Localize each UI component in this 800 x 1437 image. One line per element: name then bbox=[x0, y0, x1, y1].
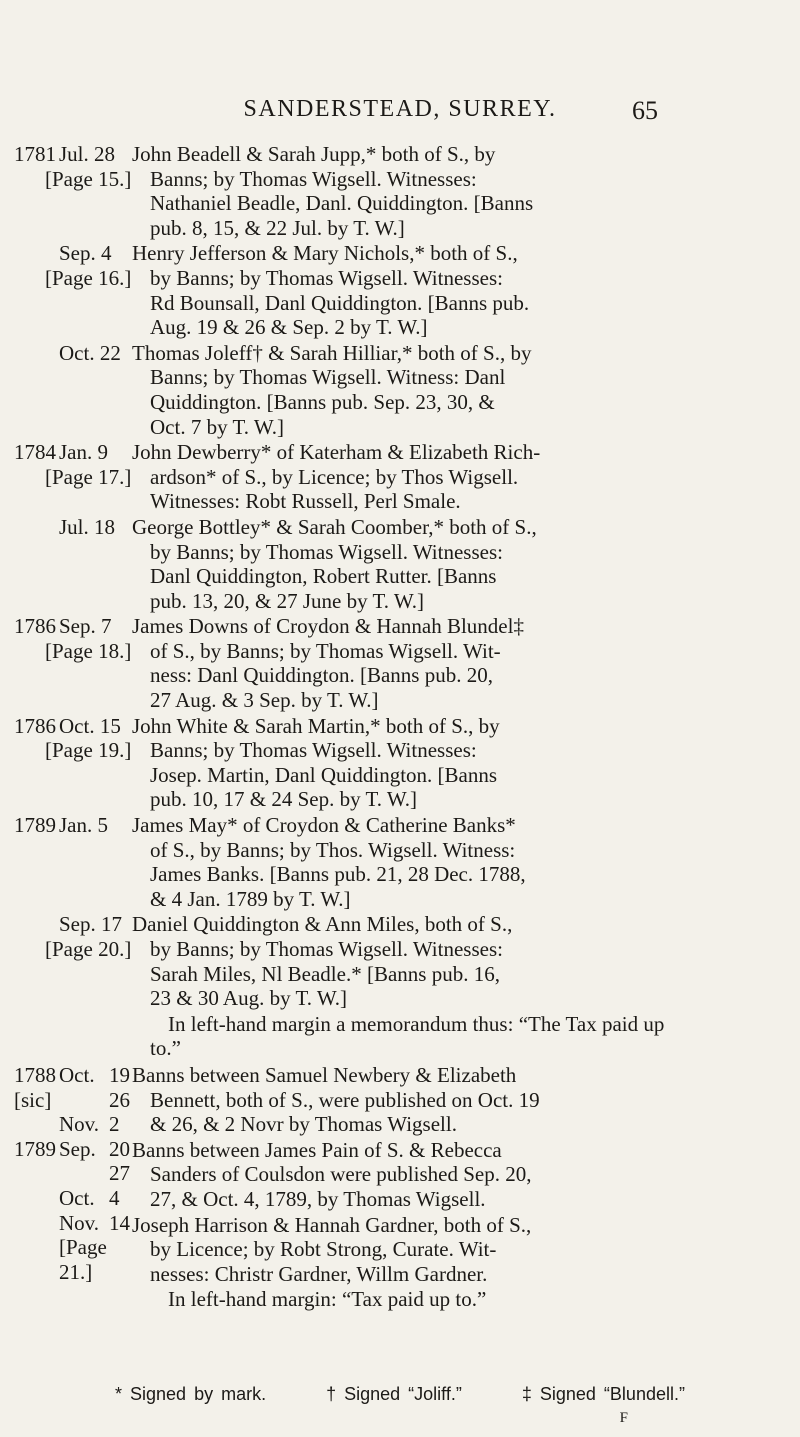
entry-line: of S., by Banns; by Thos. Wigsell. Witness: bbox=[150, 837, 516, 862]
entry-year: 1786 bbox=[14, 713, 56, 738]
entry-line: John Dewberry* of Katerham & Elizabeth Rich- bbox=[132, 440, 541, 465]
entry-date: Sep. 17 bbox=[59, 912, 122, 937]
entry-page-ref: [Page 15.] bbox=[45, 166, 132, 191]
entry-text bbox=[132, 241, 672, 339]
entry-page-ref: [Page 18.] bbox=[45, 638, 132, 663]
entry-text bbox=[132, 714, 672, 812]
entry-line: Quiddington. [Banns pub. Sep. 23, 30, & bbox=[150, 389, 495, 414]
entry-line: ness: Danl Quiddington. [Banns pub. 20, bbox=[150, 663, 493, 688]
batch-day: 19 bbox=[109, 1062, 130, 1087]
register-entry bbox=[14, 614, 672, 713]
register-entry bbox=[14, 440, 672, 514]
entry-line: Daniel Quiddington & Ann Miles, both of S., bbox=[132, 912, 513, 937]
entry-date: Sep. 4 bbox=[59, 241, 112, 266]
entry-line: Banns; by Thomas Wigsell. Witnesses: bbox=[150, 166, 477, 191]
entry-line: Rd Bounsall, Danl Quiddington. [Banns pub. bbox=[150, 290, 530, 315]
entry-line: by Licence; by Robt Strong, Curate. Wit- bbox=[150, 1237, 497, 1262]
entry-line: & 26, & 2 Novr by Thomas Wigsell. bbox=[150, 1112, 457, 1137]
entry-year: 1786 bbox=[14, 614, 56, 639]
batch-date-row bbox=[14, 1137, 134, 1162]
entry-line: John White & Sarah Martin,* both of S., by bbox=[132, 713, 500, 738]
entry-line: Sanders of Coulsdon were published Sep. 20, bbox=[150, 1162, 532, 1187]
entry-line: Banns between Samuel Newbery & Elizabeth bbox=[132, 1062, 517, 1087]
entry-page-ref: [Page 19.] bbox=[45, 738, 132, 763]
entry-line: Thomas Joleff† & Sarah Hilliar,* both of S., by bbox=[132, 340, 532, 365]
footnotes bbox=[0, 1384, 800, 1405]
entry-line: George Bottley* & Sarah Coomber,* both of S., bbox=[132, 514, 537, 539]
entry-text bbox=[132, 142, 672, 240]
entry-line: Banns; by Thomas Wigsell. Witness: Danl bbox=[150, 365, 506, 390]
banns-batch bbox=[14, 1062, 672, 1286]
entry-line: Nathaniel Beadle, Danl. Quiddington. [Banns bbox=[150, 191, 534, 216]
entry-line: James Banks. [Banns pub. 21, 28 Dec. 1788, bbox=[150, 862, 526, 887]
running-head: SANDERSTEAD, SURREY. bbox=[243, 96, 557, 122]
entry-line: Danl Quiddington, Robert Rutter. [Banns bbox=[150, 564, 497, 589]
entry-text bbox=[132, 341, 672, 439]
entry-date: Jan. 9 bbox=[59, 440, 108, 465]
batch-date-row bbox=[14, 1088, 134, 1113]
batch-month: Oct. bbox=[59, 1185, 95, 1210]
register-entry bbox=[45, 912, 672, 1011]
register-entry bbox=[45, 241, 672, 340]
entry-text bbox=[132, 813, 672, 911]
footnote-blundell: ‡ Signed “Blundell.” bbox=[521, 1384, 685, 1404]
page-number: 65 bbox=[632, 96, 658, 125]
batch-day: 14 bbox=[109, 1210, 130, 1235]
entry-date: Jul. 28 bbox=[59, 142, 116, 166]
entry-line: of S., by Banns; by Thomas Wigsell. Wit- bbox=[150, 638, 501, 663]
batch-month: Oct. bbox=[59, 1062, 95, 1087]
entry-text bbox=[132, 614, 672, 712]
entry-line: Henry Jefferson & Mary Nichols,* both of S., bbox=[132, 241, 518, 266]
batch-month: Sep. bbox=[59, 1136, 96, 1161]
batch-year: 1788 bbox=[14, 1062, 56, 1087]
entry-year: 1781 bbox=[14, 142, 56, 166]
entry-line: Joseph Harrison & Hannah Gardner, both of S., bbox=[132, 1212, 532, 1237]
entry-line: Banns; by Thomas Wigsell. Witnesses: bbox=[150, 738, 477, 763]
entry-line: Oct. 7 by T. W.] bbox=[150, 414, 284, 439]
entry-line: 27, & Oct. 4, 1789, by Thomas Wigsell. bbox=[150, 1186, 486, 1211]
batch-month: Nov. bbox=[59, 1210, 100, 1235]
entry-line: 23 & 30 Aug. by T. W.] bbox=[150, 986, 347, 1011]
entry-line: Aug. 19 & 26 & Sep. 2 by T. W.] bbox=[150, 315, 428, 340]
memorandum-note: In left-hand margin a memorandum thus: “The Tax paid up to.” bbox=[150, 1011, 665, 1061]
entry-line: 27 Aug. & 3 Sep. by T. W.] bbox=[150, 688, 379, 713]
entry-line: pub. 10, 17 & 24 Sep. by T. W.] bbox=[150, 787, 417, 812]
entry-line: James May* of Croydon & Catherine Banks* bbox=[132, 813, 516, 838]
batch-day: 26 bbox=[109, 1087, 130, 1112]
entry-line: nesses: Christr Gardner, Willm Gardner. bbox=[150, 1261, 488, 1286]
entry-date: Jul. 18 bbox=[59, 514, 116, 539]
entry-line: James Downs of Croydon & Hannah Blundel‡ bbox=[132, 614, 524, 639]
entry-year: 1789 bbox=[14, 813, 56, 838]
page-header bbox=[0, 96, 800, 136]
entry-date: Oct. 22 bbox=[59, 340, 121, 365]
register-entry bbox=[14, 813, 672, 911]
banns-2-text bbox=[132, 1138, 672, 1212]
entry-line: ardson* of S., by Licence; by Thos Wigsell. bbox=[150, 464, 519, 489]
entry-line: by Banns; by Thomas Wigsell. Witnesses: bbox=[150, 539, 503, 564]
batch-day: 2 bbox=[109, 1112, 120, 1137]
batch-date-row bbox=[14, 1161, 134, 1186]
register-entry bbox=[59, 340, 672, 439]
batch-date-row bbox=[14, 1235, 134, 1284]
batch-date-row bbox=[14, 1186, 134, 1211]
entry-line: Witnesses: Robt Russell, Perl Smale. bbox=[150, 489, 461, 514]
entry-line: Josep. Martin, Danl Quiddington. [Banns bbox=[150, 762, 498, 787]
entry-line: pub. 13, 20, & 27 June by T. W.] bbox=[150, 588, 424, 613]
entry-date: Oct. 15 bbox=[59, 713, 121, 738]
entry-line: by Banns; by Thomas Wigsell. Witnesses: bbox=[150, 265, 503, 290]
batch-day: 4 bbox=[109, 1185, 120, 1210]
batch-month: Nov. bbox=[59, 1112, 100, 1137]
entry-date: Jan. 5 bbox=[59, 813, 108, 838]
register-entry bbox=[59, 514, 672, 613]
batch-dates bbox=[14, 1062, 134, 1284]
memorandum-note-2: In left-hand margin: “Tax paid up to.” bbox=[168, 1287, 487, 1312]
register-entry bbox=[14, 713, 672, 812]
entry-text bbox=[132, 912, 672, 1010]
entry-page-ref: [Page 17.] bbox=[45, 464, 132, 489]
batch-day: 20 bbox=[109, 1136, 130, 1161]
batch-year: [sic] bbox=[14, 1087, 52, 1112]
signature-mark: F bbox=[619, 1410, 628, 1426]
entry-line: Sarah Miles, Nl Beadle.* [Banns pub. 16, bbox=[150, 961, 500, 986]
entry-line: pub. 8, 15, & 22 Jul. by T. W.] bbox=[150, 215, 405, 240]
banns-1-text bbox=[132, 1063, 672, 1137]
entry-line: Bennett, both of S., were published on Oct. 19 bbox=[150, 1087, 540, 1112]
entry-date: Sep. 7 bbox=[59, 614, 112, 639]
footnote-mark: * Signed by mark. bbox=[115, 1384, 267, 1404]
register-entry bbox=[14, 142, 672, 240]
batch-year: 1789 bbox=[14, 1136, 56, 1161]
entry-line: by Banns; by Thomas Wigsell. Witnesses: bbox=[150, 937, 503, 961]
batch-day: 27 bbox=[109, 1161, 130, 1186]
batch-date-row bbox=[14, 1063, 134, 1088]
register-entries bbox=[14, 142, 672, 1314]
entry-line: John Beadell & Sarah Jupp,* both of S., by bbox=[132, 142, 496, 166]
batch-date-row bbox=[14, 1112, 134, 1137]
entry-text bbox=[132, 440, 672, 514]
entry-year: 1784 bbox=[14, 440, 56, 465]
marriage-text bbox=[132, 1213, 672, 1287]
entry-page-ref: [Page 20.] bbox=[45, 937, 132, 961]
entry-page-ref: [Page 16.] bbox=[45, 265, 132, 290]
batch-month: [Page 21.] bbox=[59, 1235, 107, 1284]
batch-date-row bbox=[14, 1211, 134, 1236]
entry-line: & 4 Jan. 1789 by T. W.] bbox=[150, 886, 351, 911]
footnote-joliff: † Signed “Joliff.” bbox=[326, 1384, 462, 1404]
entry-line: Banns between James Pain of S. & Rebecca bbox=[132, 1137, 502, 1162]
entry-text bbox=[132, 515, 672, 613]
